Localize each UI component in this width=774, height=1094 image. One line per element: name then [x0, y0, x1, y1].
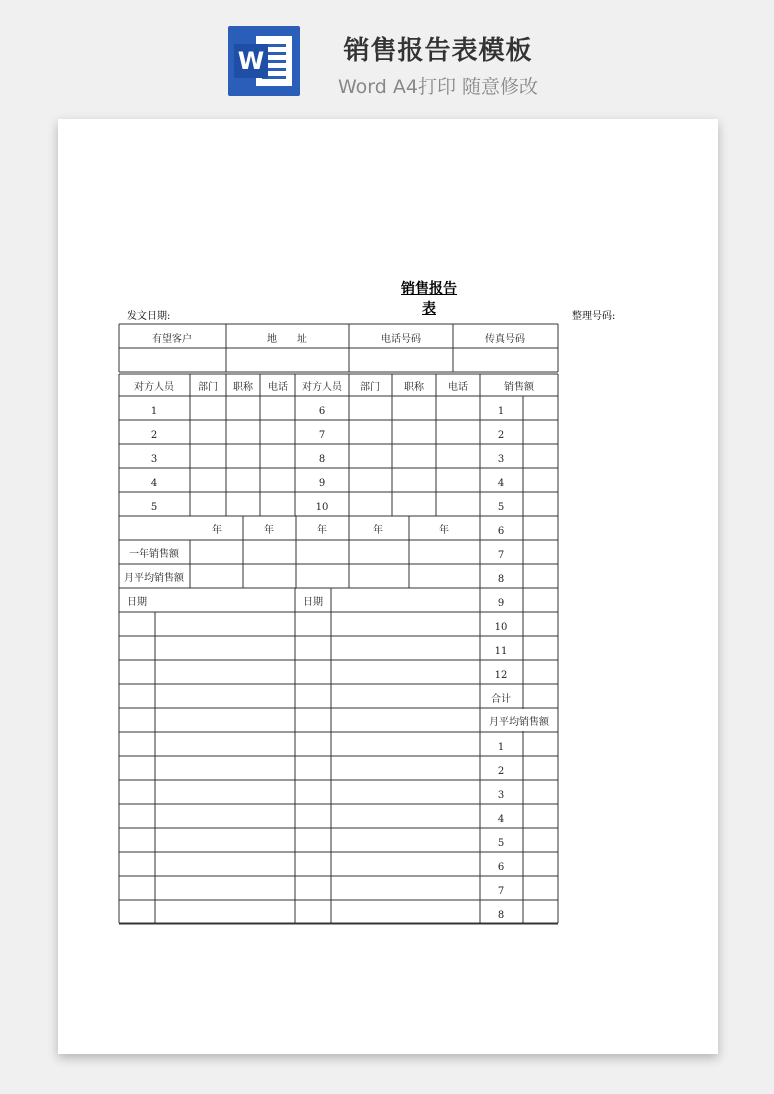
- document-page: [58, 119, 718, 1054]
- contact-number: 4: [150, 478, 158, 489]
- contact-number: 3: [150, 454, 158, 465]
- annual-sales-label: 一年销售额: [129, 549, 179, 560]
- year-label: 年: [317, 525, 327, 536]
- section2-header: 部门: [360, 382, 380, 393]
- avg-number: 6: [497, 862, 505, 873]
- banner-subtitle: Word A4打印 随意修改: [337, 76, 538, 98]
- contact-number: 10: [315, 502, 329, 513]
- ref-no-label: 整理号码:: [572, 311, 616, 322]
- month-number: 4: [497, 478, 505, 489]
- avg-number: 7: [497, 886, 505, 897]
- month-number: 12: [494, 670, 508, 681]
- avg-number: 4: [497, 814, 505, 825]
- monthly-avg-label: 月平均销售额: [124, 573, 184, 584]
- template-banner: [0, 0, 774, 110]
- month-number: 8: [497, 574, 505, 585]
- month-number: 6: [497, 526, 505, 537]
- year-label: 年: [373, 525, 383, 536]
- month-number: 1: [497, 406, 505, 417]
- section1-header: 传真号码: [485, 334, 525, 345]
- section2-header: 电话: [268, 382, 288, 393]
- contact-number: 7: [318, 430, 326, 441]
- monthly-avg-header: 月平均销售额: [489, 717, 549, 728]
- section2-header: 对方人员: [302, 382, 342, 393]
- banner-title: 销售报告表模板: [343, 36, 533, 66]
- avg-number: 2: [497, 766, 505, 777]
- avg-number: 3: [497, 790, 505, 801]
- section2-header: 对方人员: [134, 382, 174, 393]
- contact-number: 1: [150, 406, 158, 417]
- year-label: 年: [264, 525, 274, 536]
- sales-amount-header: 销售额: [504, 382, 534, 393]
- log-date-label: 日期: [303, 597, 323, 608]
- section1-header: 地 址: [267, 334, 307, 345]
- year-label: 年: [439, 525, 449, 536]
- month-number: 11: [494, 646, 508, 657]
- section1-header: 有望客户: [152, 334, 192, 345]
- section2-header: 职称: [404, 382, 424, 393]
- avg-number: 5: [497, 838, 505, 849]
- section2-header: 职称: [233, 382, 253, 393]
- contact-number: 8: [318, 454, 326, 465]
- month-number: 9: [497, 598, 505, 609]
- contact-number: 2: [150, 430, 158, 441]
- avg-number: 1: [497, 742, 505, 753]
- issue-date-label: 发文日期:: [127, 311, 171, 322]
- month-number: 10: [494, 622, 508, 633]
- contact-number: 6: [318, 406, 326, 417]
- word-icon: [228, 26, 300, 96]
- month-number: 3: [497, 454, 505, 465]
- section2-header: 电话: [448, 382, 468, 393]
- contact-number: 5: [150, 502, 158, 513]
- year-label: 年: [212, 525, 222, 536]
- document-title: 销售报告表: [401, 281, 457, 317]
- month-number: 2: [497, 430, 505, 441]
- logo-letter: W: [234, 44, 268, 78]
- contact-number: 9: [318, 478, 326, 489]
- month-number: 7: [497, 550, 505, 561]
- log-date-label: 日期: [127, 597, 147, 608]
- sales-report-table: [58, 119, 718, 1054]
- section1-header: 电话号码: [381, 334, 421, 345]
- total-label: 合计: [491, 694, 511, 705]
- section2-header: 部门: [198, 382, 218, 393]
- month-number: 5: [497, 502, 505, 513]
- avg-number: 8: [497, 910, 505, 921]
